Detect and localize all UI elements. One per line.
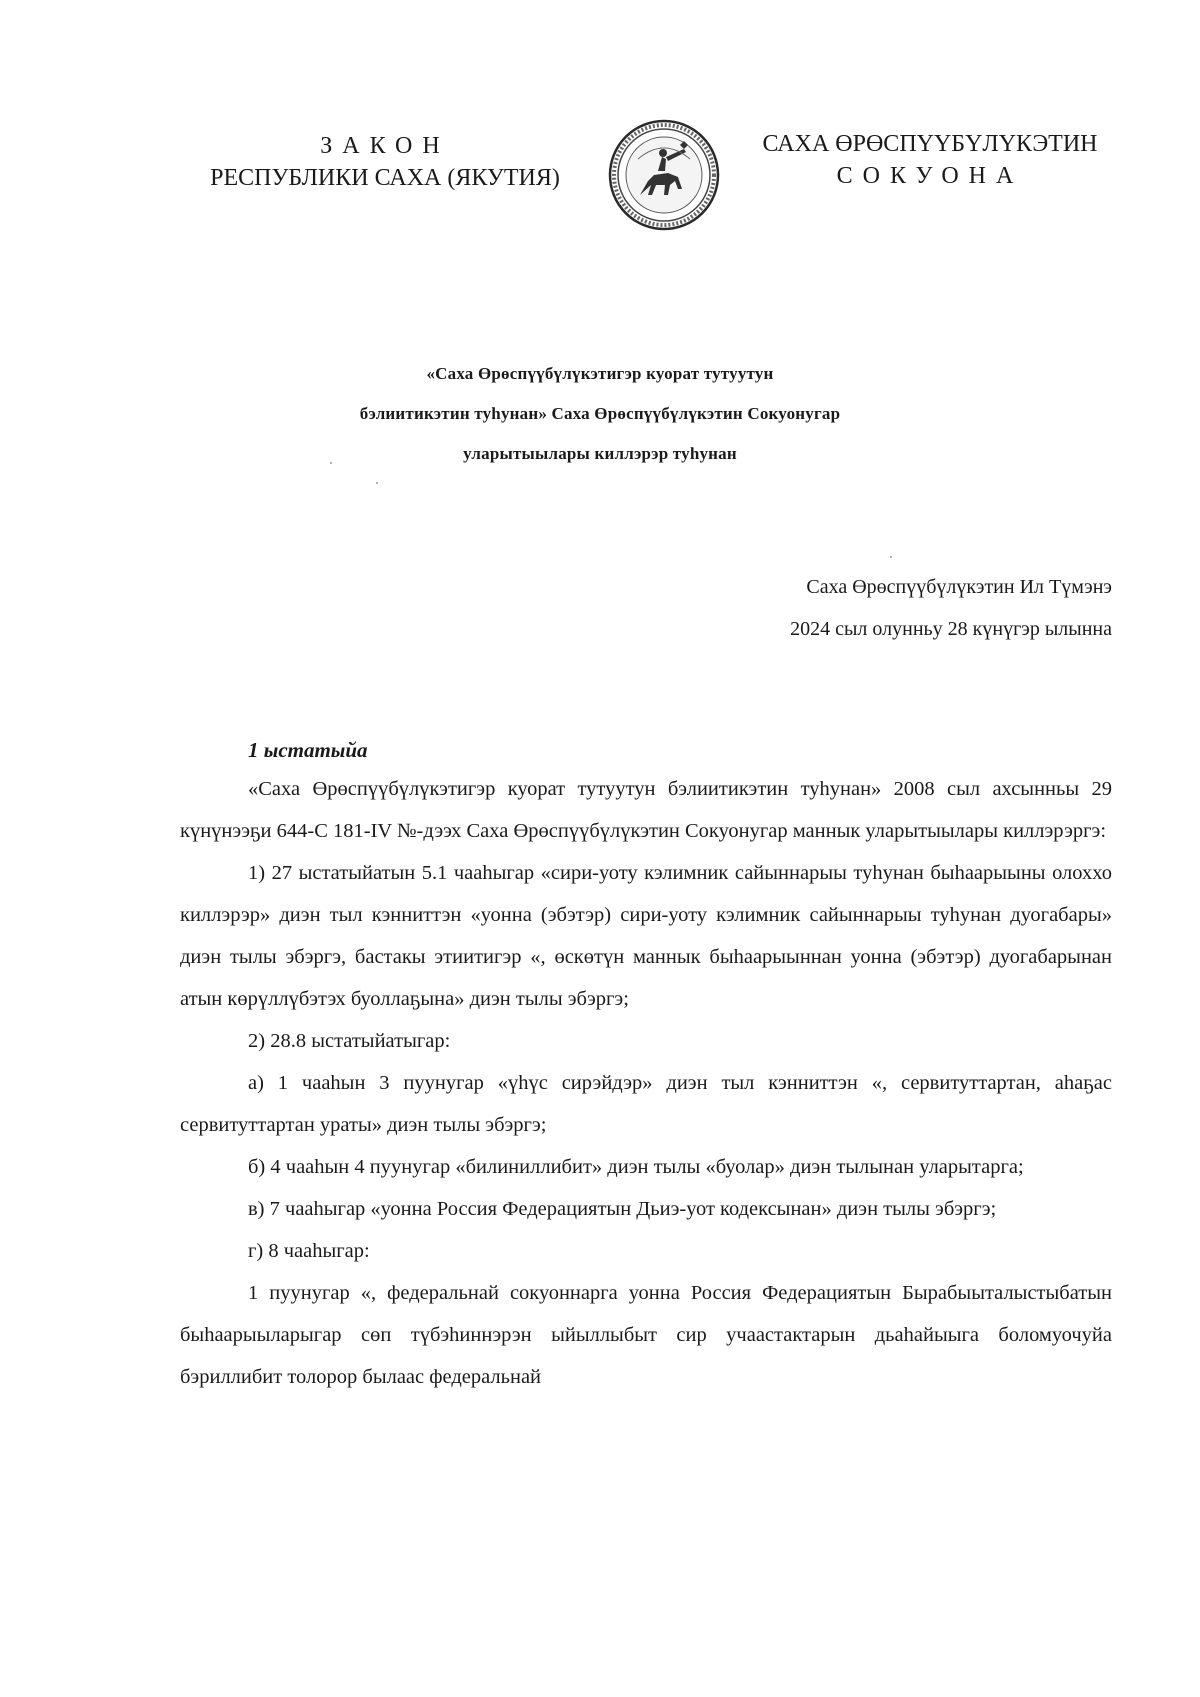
header-right-line2: СОКУОНА: [836, 163, 1024, 189]
article-paragraph: «Саха Өрөспүүбүлүкэтигэр куорат тутуутун бэлиитикэтин туһунан» 2008 сыл ахсынньы 29 күнүнээҕи 644-С 181-IV №-дээх Саха Өрөспүүбүлүкэтин Сокуонугар маннык уларытыылары киллэрэргэ:: [180, 778, 1112, 842]
scan-speck: [376, 482, 378, 484]
header-left-line1: ЗАКОН: [320, 133, 450, 159]
article-paragraph: б) 4 чааһын 4 пуунугар «билиниллибит» диэн тылы «буолар» диэн тылынан уларытарга;: [248, 1156, 1024, 1178]
header-right-line1: САХА ӨРӨСПҮҮБҮЛҮКЭТИН: [762, 131, 1098, 157]
article-paragraph: в) 7 чааһыгар «уонна Россия Федерациятын Дьиэ-уот кодексынан» диэн тылы эбэргэ;: [248, 1198, 997, 1220]
adoption-line2: 2024 сыл олунньу 28 күнүгэр ылынна: [790, 618, 1112, 640]
adoption-info: [790, 566, 1112, 650]
article-heading: 1 ыстатыйа: [248, 738, 368, 762]
article-paragraph: 1 пуунугар «, федеральнай сокуоннарга уонна Россия Федерациятын Бырабыыталыстыбатын быһаарыыларыгар сөп түбэһиннэрэн ыйыллыбыт сир учаастактарын дьаһайыыга боломуочуйа бэриллибит толорор былаас федеральнай: [180, 1282, 1112, 1388]
coat-of-arms-emblem-icon: [608, 119, 720, 231]
article-paragraph: а) 1 чааһын 3 пуунугар «үһүс сирэйдэр» диэн тыл кэнниттэн «, сервитуттартан, аһаҕас сервитуттартан ураты» диэн тылы эбэргэ;: [180, 1072, 1112, 1136]
law-title-line3: уларытыылары киллэрэр туһунан: [463, 444, 737, 463]
law-title-line1: «Саха Өрөспүүбүлүкэтигэр куорат тутуутун: [426, 364, 774, 383]
article-paragraph: 1) 27 ыстатыйатын 5.1 чааһыгар «сири-уоту кэлимник сайыннарыы туһунан быһаарыыны олоххо киллэрэр» диэн тыл кэнниттэн «уонна (эбэтэр) сири-уоту кэлимник сайыннарыы туһунан дуогабары» диэн тылы эбэргэ, бастакы этиитигэр «, өскөтүн маннык быһаарыыннан уонна (эбэтэр) дуогабарынан атын көрүллүбэтэх буоллаҕына» диэн тылы эбэргэ;: [180, 862, 1112, 1010]
adoption-line1: Саха Өрөспүүбүлүкэтин Ил Түмэнэ: [806, 576, 1112, 598]
article-paragraph: г) 8 чааһыгар:: [248, 1240, 370, 1262]
law-title: [150, 354, 1050, 474]
header-left: [190, 130, 580, 194]
scan-speck: [890, 556, 892, 558]
article-paragraph: 2) 28.8 ыстатыйатыгар:: [248, 1030, 451, 1052]
law-title-line2: бэлиитикэтин туһунан» Саха Өрөспүүбүлүкэтин Сокуонугар: [359, 404, 841, 423]
scan-speck: [330, 462, 332, 464]
header-right: [740, 128, 1120, 192]
article-body: [180, 768, 1112, 1398]
header-left-line2: РЕСПУБЛИКИ САХА (ЯКУТИЯ): [210, 165, 560, 191]
